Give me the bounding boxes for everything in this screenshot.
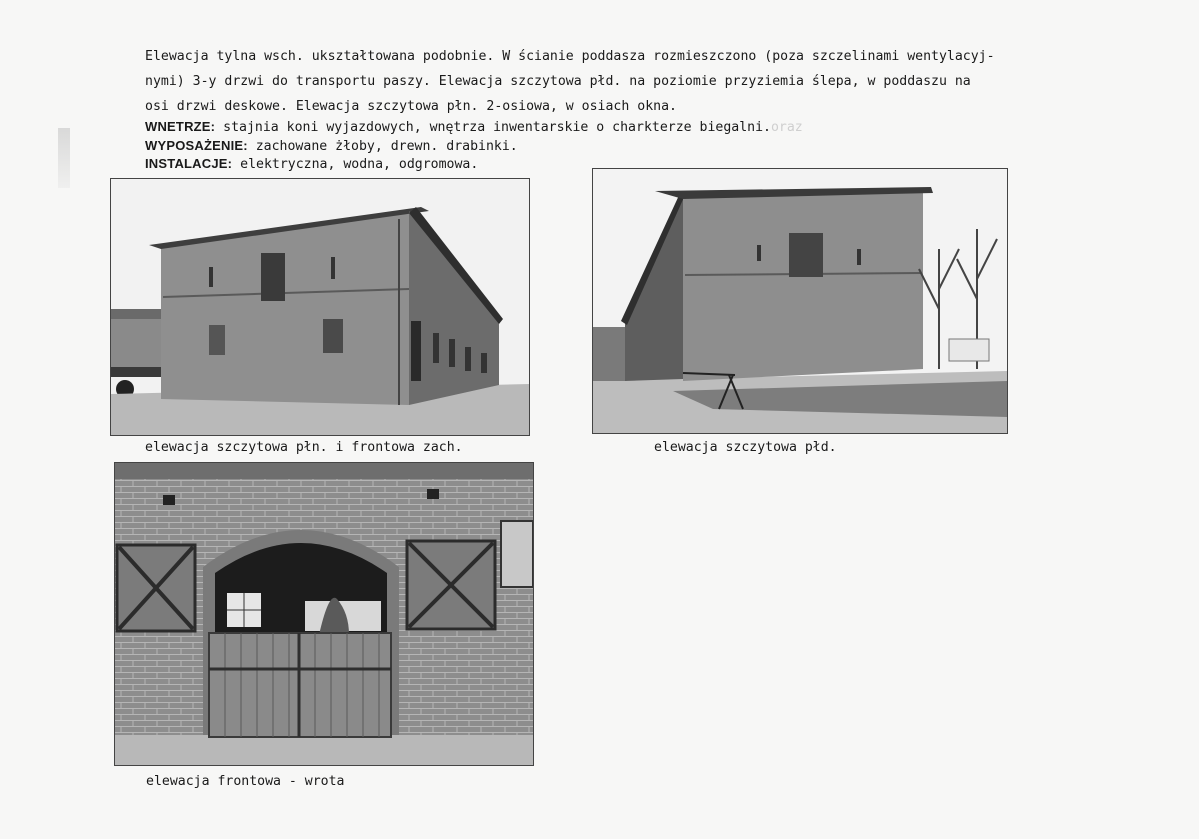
- photo-front-gate: [114, 462, 534, 766]
- section-interior-faint: oraz: [770, 120, 803, 135]
- section-equipment: [145, 139, 518, 153]
- photo-south-gable: [592, 168, 1008, 434]
- section-interior: [145, 120, 803, 134]
- scan-mark: [58, 128, 70, 188]
- section-equipment-label: WYPOSAŻENIE:: [145, 138, 248, 153]
- photo-north-west-elevation: [110, 178, 530, 436]
- caption-photo-2: elewacja szczytowa płd.: [654, 440, 837, 455]
- section-installations-label: INSTALACJE:: [145, 156, 233, 171]
- section-installations-text: elektryczna, wodna, odgromowa.: [232, 157, 479, 172]
- section-interior-label: WNETRZE:: [145, 119, 216, 134]
- description-line-3: osi drzwi deskowe. Elewacja szczytowa płn. 2-osiowa, w osiach okna.: [145, 99, 677, 114]
- barn-photo-2: [593, 169, 1007, 433]
- section-equipment-text: zachowane żłoby, drewn. drabinki.: [247, 139, 518, 154]
- caption-photo-3: elewacja frontowa - wrota: [146, 774, 345, 789]
- section-installations: [145, 157, 478, 171]
- barn-photo-1: [111, 179, 529, 435]
- section-interior-text: stajnia koni wyjazdowych, wnętrza inwentarskie o charkterze biegalni.: [215, 120, 771, 135]
- description-line-1: Elewacja tylna wsch. ukształtowana podobnie. W ścianie poddasza rozmieszczono (poza szczelinami wentylacyj-: [145, 49, 995, 64]
- description-line-2: nymi) 3-y drzwi do transportu paszy. Elewacja szczytowa płd. na poziomie przyziemia ślepa, w poddaszu na: [145, 74, 971, 89]
- caption-photo-1: elewacja szczytowa płn. i frontowa zach.: [145, 440, 463, 455]
- barn-photo-3: [115, 463, 533, 765]
